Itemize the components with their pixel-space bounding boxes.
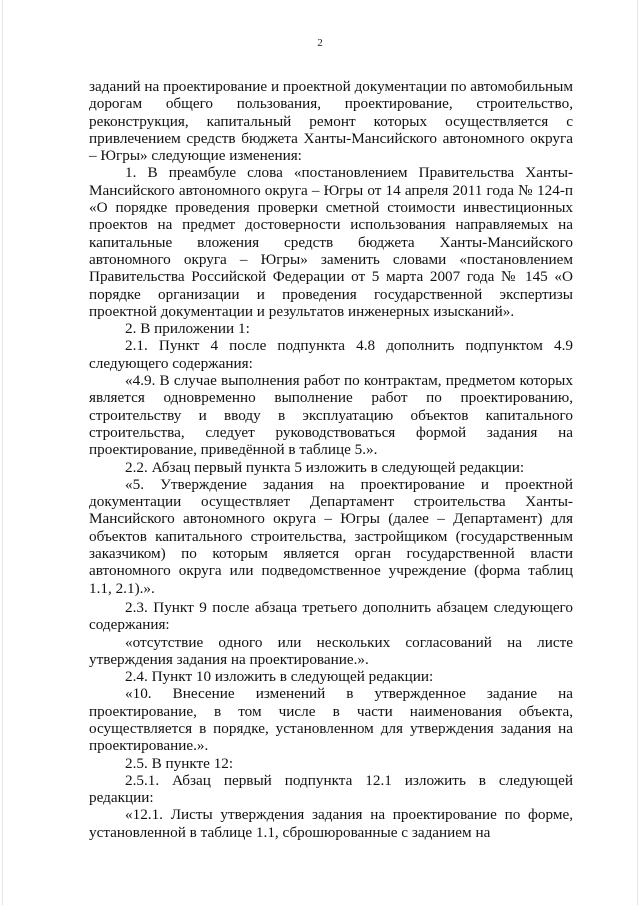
paragraph-item-2: 2. В приложении 1: bbox=[125, 320, 250, 338]
paragraph-item-2-5-1: 2.5.1. Абзац первый подпункта 12.1 изложить в следующей редакции: bbox=[89, 771, 573, 807]
paragraph-continuation: заданий на проектирование и проектной документации по автомобильным дорогам общего пользования, проектирование, строительство, реконструкция, капитальный ремонт которых осуществляется с привлечением средств бюджета Ханты-Мансийского автономного округа – Югры» следующие изменения: bbox=[89, 78, 573, 165]
paragraph-item-2-5: 2.5. В пункте 12: bbox=[125, 754, 234, 772]
paragraph-quote-absence: «отсутствие одного или нескольких согласований на листе утверждения задания на проектирование.». bbox=[89, 633, 573, 668]
paragraph-quote-4-9: «4.9. В случае выполнения работ по контрактам, предметом которых является одновременно выполнение работ по проектированию, строительству и вводу в эксплуатацию объектов капитального строительства, следует руководствоваться формой задания на проектирование, приведённой в таблице 5.». bbox=[89, 372, 573, 459]
paragraph-item-2-4: 2.4. Пункт 10 изложить в следующей редакции: bbox=[125, 668, 434, 686]
paragraph-item-1: 1. В преамбуле слова «постановлением Правительства Ханты-Мансийского автономного округа – Югры от 14 апреля 2011 года № 124-п «О порядке проведения проверки сметной стоимости инвестиционных проектов на предмет достоверности использования направляемых на капитальные вложения средств бюджета Ханты-Мансийского автономного округа – Югры» заменить словами «постановлением Правительства Российской Федерации от 5 марта 2007 года № 145 «О порядке организации и проведения государственной экспертизы проектной документации и результатов инженерных изысканий». bbox=[89, 164, 573, 320]
page-number: 2 bbox=[317, 37, 323, 49]
document-body bbox=[89, 78, 573, 841]
paragraph-item-2-2: 2.2. Абзац первый пункта 5 изложить в следующей редакции: bbox=[125, 458, 525, 476]
paragraph-item-2-3: 2.3. Пункт 9 после абзаца третьего дополнить абзацем следующего содержания: bbox=[89, 598, 573, 634]
paragraph-quote-5: «5. Утверждение задания на проектирование и проектной документации осуществляет Департамент строительства Ханты-Мансийского автономного округа – Югры (далее – Департамент) для объектов капитального строительства, застройщиком (государственным заказчиком) по которым является орган государственной власти автономного округа или подведомственное учреждение (форма таблиц 1.1, 2.1).». bbox=[89, 475, 573, 597]
paragraph-item-2-1: 2.1. Пункт 4 после подпункта 4.8 дополнить подпунктом 4.9 следующего содержания: bbox=[89, 337, 573, 372]
page-edge-right bbox=[637, 0, 638, 905]
paragraph-quote-10: «10. Внесение изменений в утвержденное задание на проектирование, в том числе в части наименования объекта, осуществляется в порядке, установленном для утверждения задания на проектирование.». bbox=[89, 685, 573, 755]
paragraph-quote-12-1: «12.1. Листы утверждения задания на проектирование по форме, установленной в таблице 1.1, сброшюрованные с заданием на bbox=[89, 806, 573, 841]
page-edge-left bbox=[2, 0, 3, 905]
